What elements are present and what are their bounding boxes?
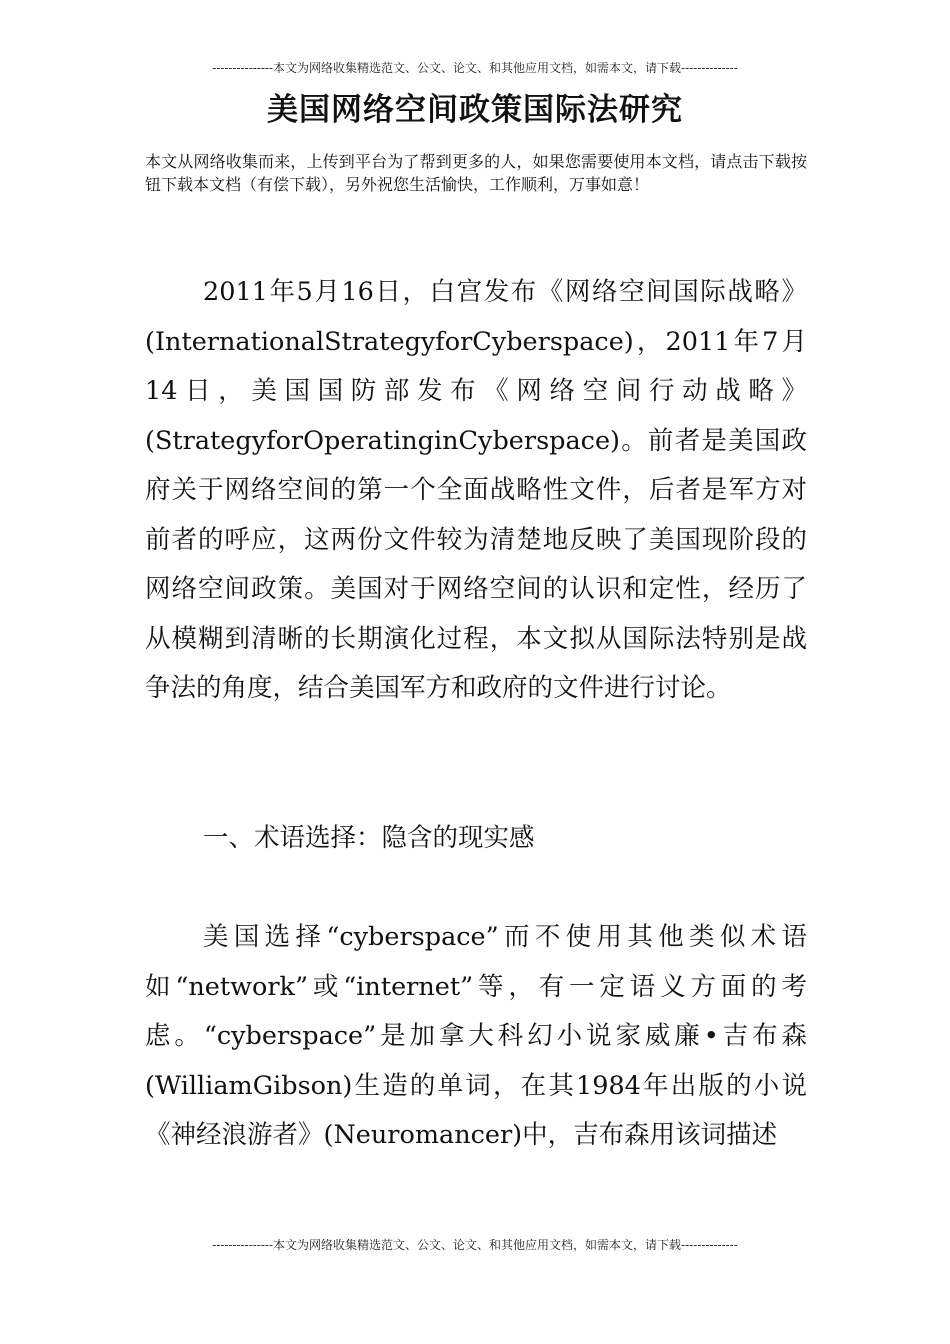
header-banner: ---------------本文为网络收集精选范文、公文、论文、和其他应用文档，如需本文，请下载--------------: [212, 61, 738, 75]
body-paragraph-2: 美国选择“cyberspace”而不使用其他类似术语如“network”或“internet”等，有一定语义方面的考虑。“cyberspace”是加拿大科幻小说家威廉•吉布森(WilliamGibson)生造的单词，在其1984年出版的小说《神经浪游者》(Neuromancer)中，吉布森用该词描述: [145, 922, 807, 1150]
document-title: 美国网络空间政策国际法研究: [267, 92, 683, 128]
section-heading: 一、术语选择：隐含的现实感: [203, 823, 535, 853]
footer-banner: ---------------本文为网络收集精选范文、公文、论文、和其他应用文档，如需本文，请下载--------------: [212, 1238, 738, 1252]
body-paragraph-1: 2011年5月16日，白宫发布《网络空间国际战略》(InternationalStrategyforCyberspace)，2011年7月14日，美国国防部发布《网络空间行动战略》(StrategyforOperatinginCyberspace)。前者是美国政府关于网络空间的第一个全面战略性文件，后者是军方对前者的呼应，这两份文件较为清楚地反映了美国现阶段的网络空间政策。美国对于网络空间的认识和定性，经历了从模糊到清晰的长期演化过程，本文拟从国际法特别是战争法的角度，结合美国军方和政府的文件进行讨论。: [145, 277, 807, 703]
intro-note: 本文从网络收集而来，上传到平台为了帮到更多的人，如果您需要使用本文档，请点击下载按钮下载本文档（有偿下载），另外祝您生活愉快，工作顺利，万事如意！: [145, 152, 807, 194]
